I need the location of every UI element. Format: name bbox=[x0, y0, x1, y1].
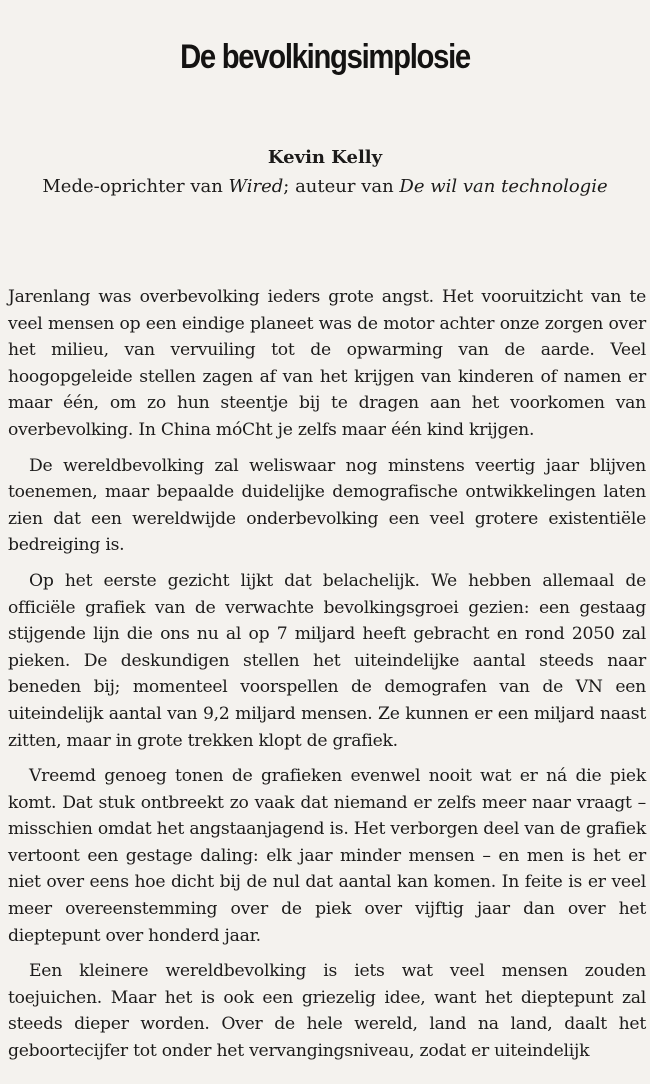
paragraph: Jarenlang was overbevolking ieders grote angst. Het vooruitzicht van te veel mensen op een eindige planeet was de motor achter onze zorgen over het milieu, van vervuiling tot de opwarming van de aarde. Veel hoogopgeleide stellen zagen af van het krijgen van kinderen of namen er maar één, om zo hun steentje bij te dragen aan het voorkomen van overbevolking. In China móCht je zelfs maar één kind krijgen. bbox=[8, 287, 646, 440]
magazine-name: Wired bbox=[228, 176, 284, 197]
article-body bbox=[8, 284, 646, 1065]
paragraph: De wereldbevolking zal weliswaar nog minstens veertig jaar blijven toenemen, maar bepaalde duidelijke demografische ontwikkelingen laten zien dat een wereldwijde onderbevolking een veel grotere existentiële bedreiging is. bbox=[8, 455, 646, 556]
paragraph: Een kleinere wereldbevolking is iets wat veel mensen zouden toejuichen. Maar het is ook een griezelig idee, want het dieptepunt zal steeds dieper worden. Over de hele wereld, land na land, daalt het geboortecijfer tot onder het vervangingsniveau, zodat er uiteindelijk bbox=[8, 961, 646, 1062]
book-title: De wil van technologie bbox=[399, 176, 608, 197]
article-title: De bevolkingsimplosie bbox=[180, 38, 470, 76]
author-name: Kevin Kelly bbox=[267, 147, 383, 168]
affiliation-middle: ; auteur van bbox=[283, 176, 400, 197]
author-affiliation bbox=[0, 172, 650, 201]
affiliation-prefix: Mede-oprichter van bbox=[42, 176, 229, 197]
paragraph: Vreemd genoeg tonen de grafieken evenwel nooit wat er ná die piek komt. Dat stuk ontbreekt zo vaak dat niemand er zelfs meer naar vraagt – misschien omdat het angstaanjagend is. Het verborgen deel van de grafiek vertoont een gestage daling: elk jaar minder mensen – en men is het er niet over eens hoe dicht bij de nul dat aantal kan komen. In feite is er veel meer overeenstemming over de piek over vijftig jaar dan over het dieptepunt over honderd jaar. bbox=[8, 766, 646, 946]
paragraph: Op het eerste gezicht lijkt dat belachelijk. We hebben allemaal de officiële grafiek van de verwachte bevolkingsgroei gezien: een gestaag stijgende lijn die ons nu al op 7 miljard heeft gebracht en rond 2050 zal pieken. De deskundigen stellen het uiteindelijke aantal steeds naar beneden bij; momenteel voorspellen de demografen van de VN een uiteindelijk aantal van 9,2 miljard mensen. Ze kunnen er een miljard naast zitten, maar in grote trekken klopt de grafiek. bbox=[8, 570, 646, 751]
byline bbox=[0, 143, 650, 201]
